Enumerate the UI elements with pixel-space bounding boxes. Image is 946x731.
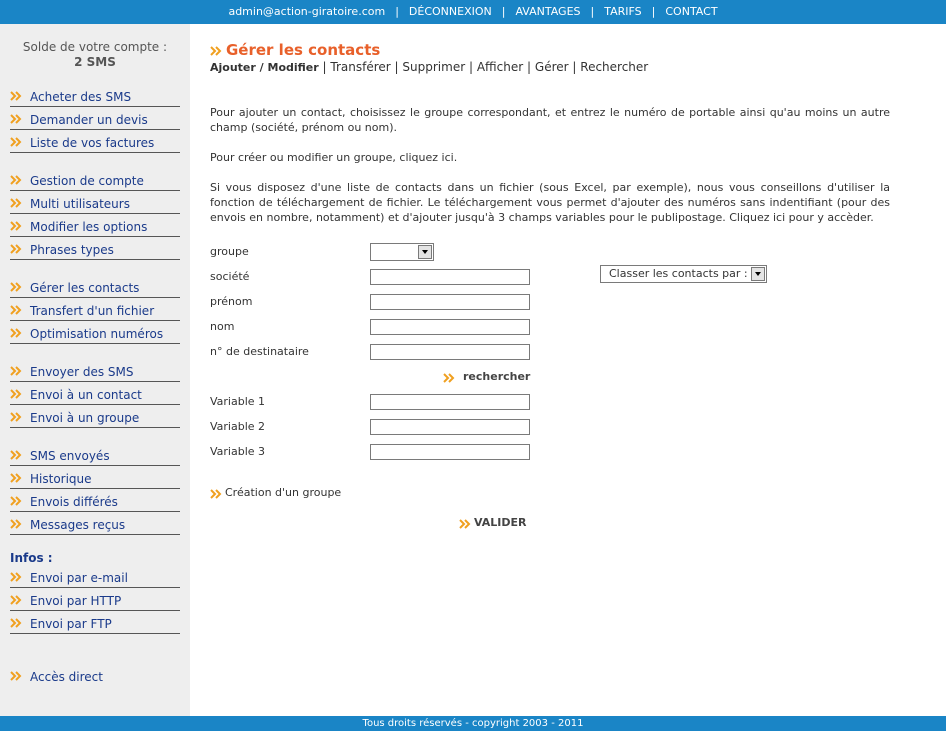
balance-value: 2 SMS (74, 55, 116, 69)
sidebar (0, 24, 190, 716)
submit-button-label: VALIDER (474, 516, 527, 529)
submit-button[interactable] (459, 516, 527, 529)
double-chevron-icon (10, 572, 22, 582)
variable3-input[interactable] (370, 444, 530, 460)
sidebar-item-label: Envoyer des SMS (30, 365, 134, 379)
recipient-number-label: n° de destinataire (210, 345, 309, 358)
double-chevron-icon (10, 473, 22, 483)
lastname-input[interactable] (370, 319, 530, 335)
company-label: société (210, 270, 250, 283)
sidebar-item-send-by-http[interactable] (10, 589, 180, 611)
sidebar-group-send (10, 360, 180, 429)
sidebar-item-label: Historique (30, 472, 92, 486)
sidebar-item-label: Envoi par FTP (30, 617, 112, 631)
double-chevron-icon (10, 412, 22, 422)
sidebar-item-file-transfer[interactable] (10, 299, 180, 321)
sidebar-item-buy-sms[interactable] (10, 85, 180, 107)
lastname-label: nom (210, 320, 235, 333)
sidebar-item-label: Envoi par e-mail (30, 571, 128, 585)
sidebar-item-label: SMS envoyés (30, 449, 110, 463)
sidebar-item-label: Messages reçus (30, 518, 126, 532)
sidebar-item-send-by-email[interactable] (10, 566, 180, 588)
nav-separator: | (590, 5, 595, 18)
subnav-add-modify[interactable]: Ajouter / Modifier (210, 61, 319, 74)
copyright-text: Tous droits réservés - copyright 2003 - 2011 (362, 718, 584, 729)
sidebar-item-invoices[interactable] (10, 131, 180, 153)
double-chevron-icon (10, 366, 22, 376)
nav-separator: | (395, 5, 399, 18)
sidebar-item-label: Envoi à un contact (30, 388, 142, 402)
sidebar-item-label: Envoi par HTTP (30, 594, 122, 608)
logout-link[interactable]: DÉCONNEXION (408, 5, 492, 18)
sidebar-item-label: Gestion de compte (30, 174, 144, 188)
top-navigation-bar (0, 0, 946, 24)
balance-label: Solde de votre compte : (22, 40, 168, 54)
variable1-input[interactable] (370, 394, 530, 410)
sidebar-item-label: Liste de vos factures (30, 136, 155, 150)
sidebar-item-label: Envois différés (30, 495, 118, 509)
double-chevron-icon (210, 489, 222, 499)
sidebar-item-send-to-contact[interactable] (10, 383, 180, 405)
sidebar-item-request-quote[interactable] (10, 108, 180, 130)
double-chevron-icon (10, 519, 22, 529)
double-chevron-icon (10, 305, 22, 315)
nav-separator: | (501, 5, 506, 18)
search-button[interactable] (443, 370, 530, 383)
double-chevron-icon (10, 137, 22, 147)
group-select[interactable] (370, 243, 434, 261)
sidebar-item-send-sms[interactable] (10, 360, 180, 382)
variable2-input[interactable] (370, 419, 530, 435)
sidebar-item-received-messages[interactable] (10, 513, 180, 535)
variable1-label: Variable 1 (210, 395, 266, 408)
sidebar-item-number-optimization[interactable] (10, 322, 180, 344)
search-button-label: rechercher (463, 370, 531, 383)
sidebar-item-send-by-ftp[interactable] (10, 612, 180, 634)
user-email: admin@action-giratoire.com (228, 5, 386, 18)
double-chevron-icon (10, 618, 22, 628)
double-chevron-icon (10, 450, 22, 460)
sidebar-item-account-management[interactable] (10, 169, 180, 191)
double-chevron-icon (10, 389, 22, 399)
recipient-number-input[interactable] (370, 344, 530, 360)
sidebar-item-label: Demander un devis (30, 113, 148, 127)
subnav-separator: | (322, 60, 327, 74)
sidebar-item-send-to-group[interactable] (10, 406, 180, 428)
subnav-separator: | (572, 60, 577, 74)
sidebar-item-label: Multi utilisateurs (30, 197, 130, 211)
infos-heading: Infos : (10, 551, 53, 565)
footer (0, 716, 946, 731)
subnav-transfer[interactable]: Transférer (330, 60, 391, 74)
advantages-link[interactable]: AVANTAGES (515, 5, 581, 18)
sidebar-group-account (10, 169, 180, 261)
firstname-input[interactable] (370, 294, 530, 310)
double-chevron-icon (10, 496, 22, 506)
sidebar-item-history[interactable] (10, 467, 180, 489)
sidebar-item-multi-users[interactable] (10, 192, 180, 214)
subnav-search[interactable]: Rechercher (580, 60, 649, 74)
account-balance (0, 40, 190, 70)
firstname-label: prénom (210, 295, 253, 308)
sidebar-group-direct (10, 665, 180, 688)
double-chevron-icon (10, 221, 22, 231)
variable2-label: Variable 2 (210, 420, 266, 433)
sidebar-item-label: Phrases types (30, 243, 114, 257)
sidebar-group-history (10, 444, 180, 536)
page-title (210, 41, 380, 59)
sidebar-item-modify-options[interactable] (10, 215, 180, 237)
page-title-text: Gérer les contacts (226, 41, 381, 59)
company-input[interactable] (370, 269, 530, 285)
sidebar-item-sent-sms[interactable] (10, 444, 180, 466)
double-chevron-icon (210, 46, 222, 56)
group-help-paragraph: Pour créer ou modifier un groupe, cliquez ici. (210, 151, 458, 164)
nav-separator: | (651, 5, 656, 18)
double-chevron-icon (10, 595, 22, 605)
subnav-display[interactable]: Afficher (476, 60, 524, 74)
double-chevron-icon (10, 328, 22, 338)
sidebar-item-label: Optimisation numéros (30, 327, 164, 341)
sidebar-item-label: Modifier les options (30, 220, 148, 234)
subnav-manage[interactable]: Gérer (534, 60, 569, 74)
double-chevron-icon (10, 282, 22, 292)
double-chevron-icon (10, 671, 22, 681)
subnav-separator: | (394, 60, 399, 74)
subnav-delete[interactable]: Supprimer (402, 60, 466, 74)
double-chevron-icon (10, 91, 22, 101)
intro-paragraph: Pour ajouter un contact, choisissez le groupe correspondant, et entrez le numéro de portable ainsi qu'au moins un autre champ (société, prénom ou nom). (210, 106, 890, 134)
double-chevron-icon (10, 198, 22, 208)
sidebar-group-purchase (10, 85, 180, 154)
sidebar-item-phrase-templates[interactable] (10, 238, 180, 260)
double-chevron-icon (10, 114, 22, 124)
sidebar-item-label: Gérer les contacts (30, 281, 140, 295)
sidebar-item-label: Acheter des SMS (30, 90, 132, 104)
sidebar-item-deferred-sends[interactable] (10, 490, 180, 512)
sidebar-group-infos (10, 566, 180, 635)
chevron-down-icon (751, 267, 765, 281)
chevron-down-icon (418, 245, 432, 259)
double-chevron-icon (443, 373, 455, 383)
create-group-label: Création d'un groupe (225, 486, 342, 499)
sub-navigation (210, 60, 648, 74)
double-chevron-icon (10, 175, 22, 185)
pricing-link[interactable]: TARIFS (604, 5, 642, 18)
sidebar-item-manage-contacts[interactable] (10, 276, 180, 298)
double-chevron-icon (459, 519, 471, 529)
subnav-separator: | (468, 60, 474, 74)
double-chevron-icon (10, 244, 22, 254)
file-upload-paragraph: Si vous disposez d'une liste de contacts dans un fichier (sous Excel, par exemple), nous vous conseillons d'utiliser la fonction de téléchargement de fichier. Le téléchargement vous permet d'ajouter des numéros sans indentifiant (pour des envois en nombre, notamment) et d'ajouter jusqu'à 3 champs variables pour le publipostage. Cliquez ici pour y accèder. (210, 181, 890, 224)
subnav-separator: | (527, 60, 532, 74)
sort-select-value: Classer les contacts par : (609, 267, 748, 280)
sidebar-item-direct-access[interactable] (10, 665, 180, 687)
sidebar-group-contacts (10, 276, 180, 345)
create-group-link[interactable] (210, 486, 341, 499)
sidebar-item-label: Envoi à un groupe (30, 411, 140, 425)
group-label: groupe (210, 245, 249, 258)
sidebar-item-label: Accès direct (30, 670, 103, 684)
contact-link[interactable]: CONTACT (665, 5, 718, 18)
variable3-label: Variable 3 (210, 445, 266, 458)
sidebar-item-label: Transfert d'un fichier (30, 304, 155, 318)
sort-contacts-select[interactable] (600, 265, 767, 283)
